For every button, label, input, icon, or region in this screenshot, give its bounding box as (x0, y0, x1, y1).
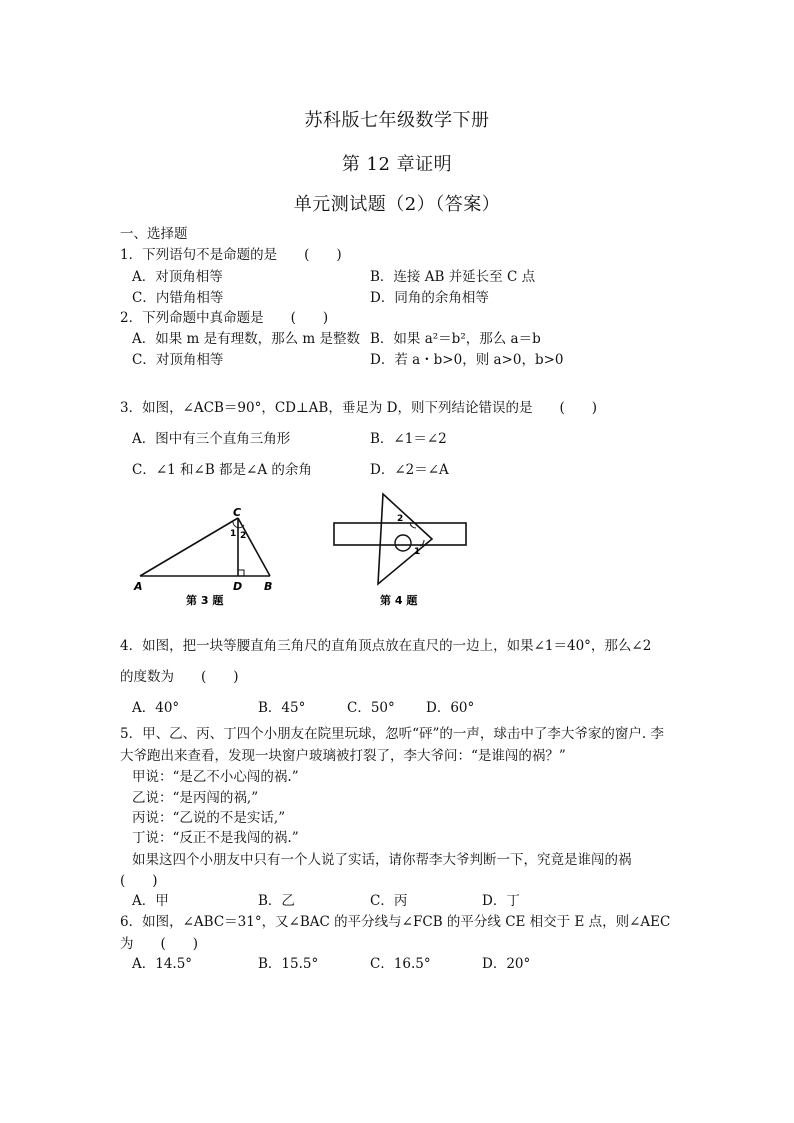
q5-statement-4: 丁说：“反正不是我闯的祸.” (132, 830, 299, 846)
q5-option-d: D．丁 (482, 893, 520, 909)
fig4-angle-1: 1 (414, 547, 421, 557)
q2-option-d: D．若 a・b>0，则 a>0，b>0 (370, 352, 564, 368)
q5-stem-line1: 5．甲、乙、丙、丁四个小朋友在院里玩球，忽听“砰”的一声，球击中了李大爷家的窗户. 李 (120, 726, 664, 742)
q6-option-c: C．16.5° (370, 956, 431, 972)
q2-option-b: B．如果 a²＝b²，那么 a＝b (370, 331, 541, 347)
q1-option-d: D．同角的余角相等 (370, 290, 489, 306)
test-title: 单元测试题（2）（答案） (293, 194, 501, 215)
q5-statement-1: 甲说：“是乙不小心闯的祸.” (132, 769, 299, 785)
q5-option-a: A．甲 (132, 893, 169, 909)
fig4-caption: 第 4 题 (380, 594, 418, 607)
fig3-caption: 第 3 题 (186, 594, 224, 607)
figure-area (0, 480, 794, 620)
q5-option-b: B．乙 (258, 893, 295, 909)
q5-statement-3: 丙说：“乙说的不是实话,” (132, 810, 286, 826)
q3-option-d: D．∠2＝∠A (370, 462, 449, 478)
fig3-angle-2: 2 (240, 531, 247, 541)
q4-option-a: A．40° (132, 700, 180, 716)
q5-answer-paren: ( ) (120, 873, 158, 889)
q6-option-d: D．20° (482, 956, 531, 972)
q3-option-b: B．∠1＝∠2 (370, 431, 447, 447)
q1-option-a: A．对顶角相等 (132, 269, 223, 285)
q2-option-c: C．对顶角相等 (132, 352, 224, 368)
q6-option-a: A．14.5° (132, 956, 193, 972)
q5-question: 如果这四个小朋友中只有一个人说了实话，请你帮李大爷判断一下，究竟是谁闯的祸 (132, 852, 632, 868)
q1-option-c: C．内错角相等 (132, 290, 224, 306)
fig3-label-d: D (233, 580, 243, 593)
figure-4 (334, 494, 466, 607)
q4-option-c: C．50° (347, 700, 395, 716)
chapter-title: 第 12 章证明 (341, 154, 453, 175)
q5-statement-2: 乙说：“是丙闯的祸,” (132, 790, 259, 806)
q5-option-c: C．丙 (370, 893, 408, 909)
fig4-angle-2: 2 (397, 514, 404, 524)
fig3-angle-1: 1 (230, 529, 237, 539)
q2-stem: 2．下列命题中真命题是 ( ) (120, 310, 329, 326)
q6-stem-line2: 为 ( ) (120, 936, 199, 952)
q3-stem: 3．如图，∠ACB＝90°，CD⊥AB，垂足为 D，则下列结论错误的是 ( ) (120, 400, 597, 416)
figure-3 (133, 506, 272, 607)
doc-title: 苏科版七年级数学下册 (304, 110, 490, 131)
q2-option-a: A．如果 m 是有理数，那么 m 是整数 (132, 331, 361, 347)
section-heading: 一、选择题 (120, 226, 188, 242)
q3-option-c: C．∠1 和∠B 都是∠A 的余角 (132, 462, 312, 478)
q3-option-a: A．图中有三个直角三角形 (132, 431, 291, 447)
q4-stem-line2: 的度数为 ( ) (120, 669, 239, 685)
q1-stem: 1．下列语句不是命题的是 ( ) (120, 247, 342, 263)
q6-option-b: B．15.5° (258, 956, 319, 972)
q6-stem-line1: 6．如图，∠ABC＝31°，又∠BAC 的平分线与∠FCB 的平分线 CE 相交于 E 点，则∠AEC (120, 914, 671, 930)
q1-option-b: B．连接 AB 并延长至 C 点 (370, 269, 536, 285)
q4-option-d: D．60° (426, 700, 475, 716)
q5-stem-line2: 大爷跑出来查看，发现一块窗户玻璃被打裂了，李大爷问：“是谁闯的祸？” (120, 748, 566, 764)
q4-option-b: B．45° (258, 700, 306, 716)
fig3-label-b: B (264, 580, 273, 593)
fig3-label-c: C (233, 506, 242, 519)
q4-stem-line1: 4．如图，把一块等腰直角三角尺的直角顶点放在直尺的一边上，如果∠1＝40°，那么∠2 (120, 638, 652, 654)
fig3-label-a: A (134, 580, 143, 593)
